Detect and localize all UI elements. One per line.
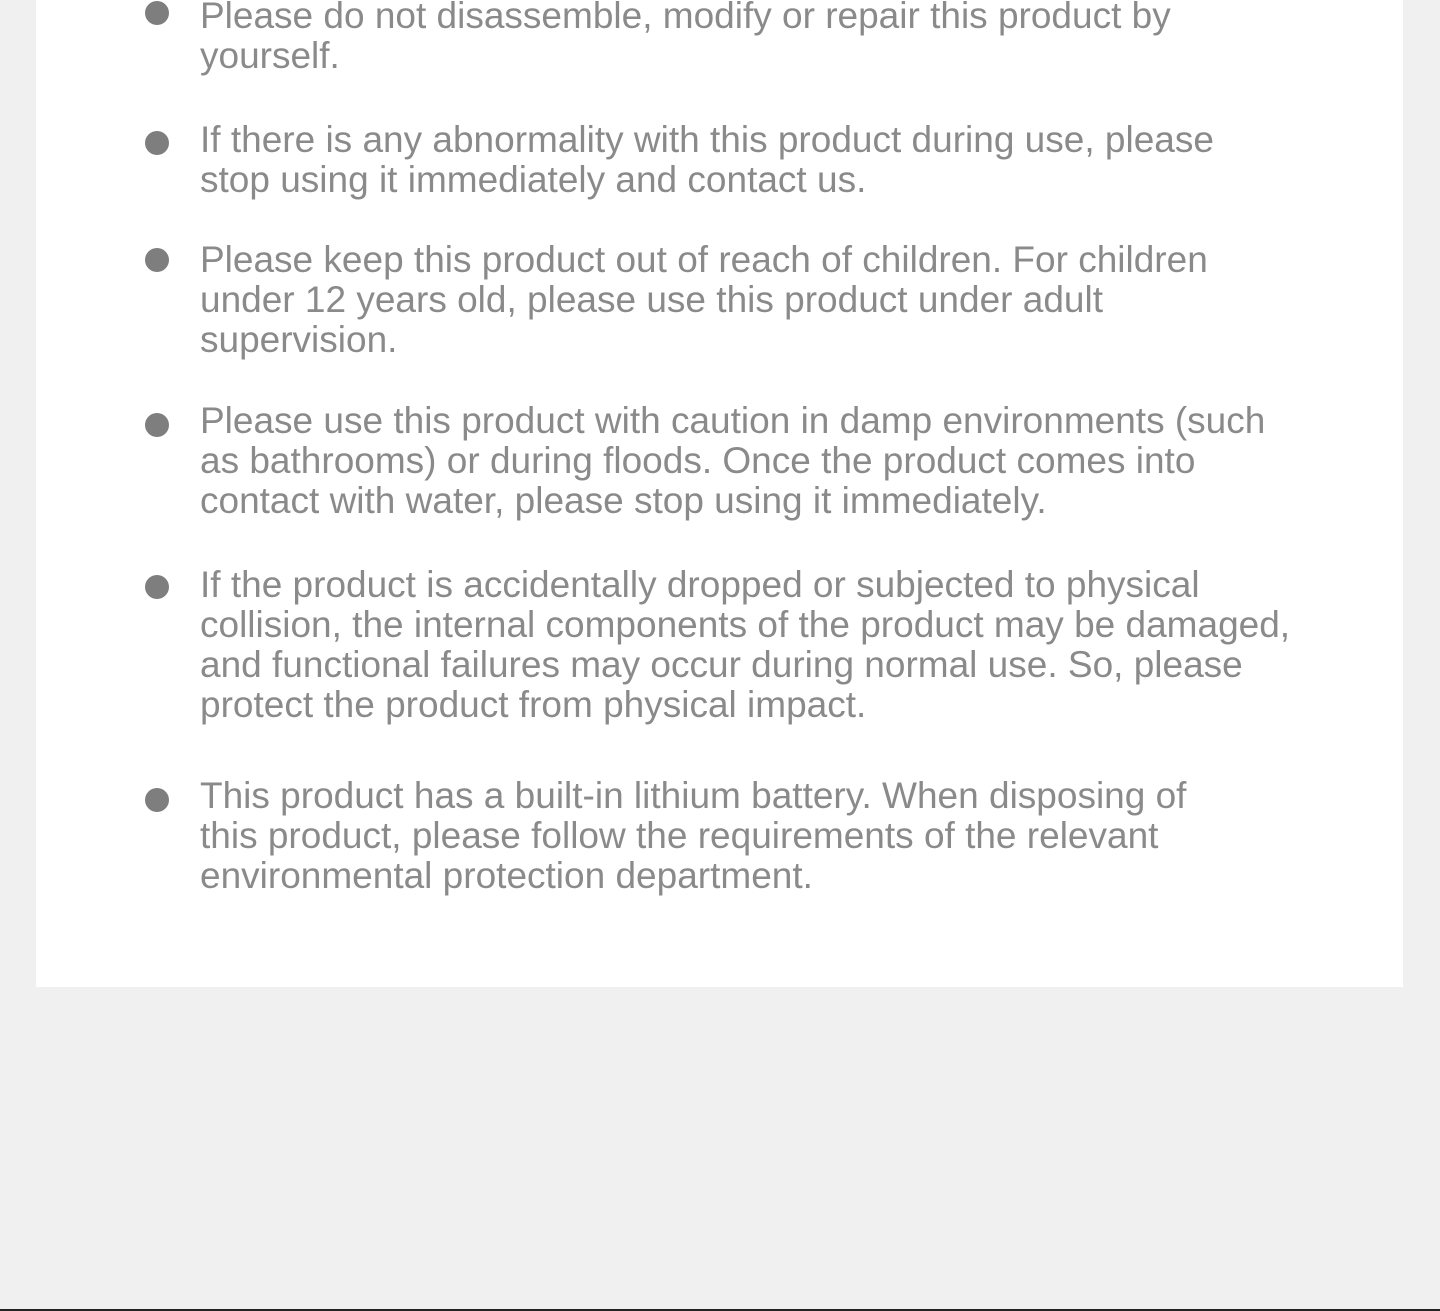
bullet-dot-icon [145,575,169,599]
bullet-dot-icon [145,1,169,25]
notice-text: Please use this product with caution in damp environments (such as bathrooms) or during floods. Once the product comes into contact with water, please stop using it immediately. [200,400,1266,521]
notice-text: Please keep this product out of reach of children. For children under 12 years old, please use this product under adult supervision. [200,239,1208,360]
bullet-dot-icon [145,131,169,155]
notice-text: This product has a built-in lithium battery. When disposing of this product, please follow the requirements of the relevant environmental protection department. [200,775,1187,896]
notice-text: Please do not disassemble, modify or repair this product by yourself. [200,0,1171,76]
bullet-dot-icon [145,248,169,272]
bullet-dot-icon [145,788,169,812]
notice-text: If the product is accidentally dropped or subjected to physical collision, the internal components of the product may be damaged, and functional failures may occur during normal use. So, please protect the product from physical impact. [200,564,1291,725]
bullet-dot-icon [145,413,169,437]
notice-text: If there is any abnormality with this product during use, please stop using it immediately and contact us. [200,119,1214,200]
safety-notice-card [36,0,1403,987]
